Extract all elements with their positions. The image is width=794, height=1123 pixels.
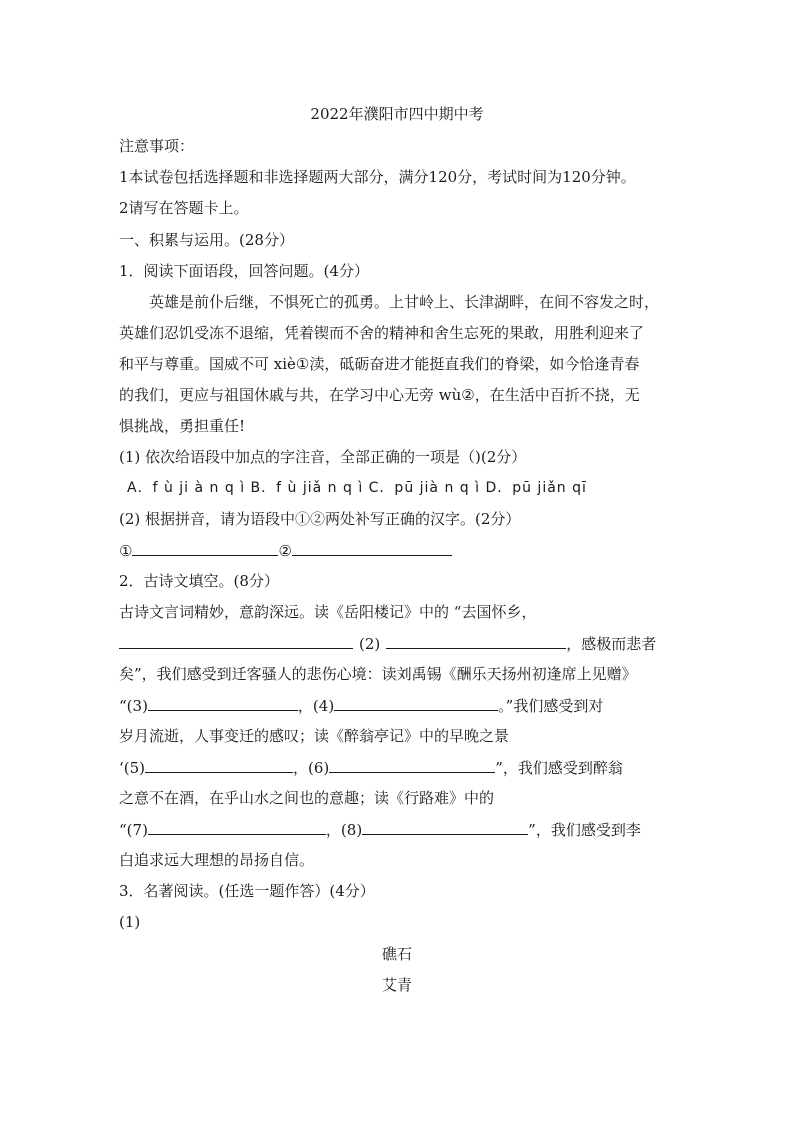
q2-line-1: 古诗文言词精妙，意韵深远。读《岳阳楼记》中的 “去国怀乡， bbox=[119, 603, 537, 621]
blank-number-4: ，(4) bbox=[297, 697, 335, 715]
question-1-sub-2: (2) 根据拼音，请为语段中①②两处补写正确的汉字。(2分） bbox=[119, 510, 521, 528]
passage-line-5: 惧挑战，勇担重任! bbox=[119, 417, 246, 435]
blank-number-8: ，(8) bbox=[325, 821, 363, 839]
passage-line-1: 英雄是前仆后继，不惧死亡的孤勇。上甘岭上、长津湖畔，在间不容发之时， bbox=[149, 293, 660, 311]
question-1-prompt: 1．阅读下面语段，回答问题。(4分） bbox=[119, 262, 369, 280]
q2-line-6-end: ”，我们感受到醉翁 bbox=[495, 759, 623, 777]
answer-blank-q2-4[interactable] bbox=[334, 695, 498, 711]
question-2-prompt: 2．古诗文填空。(8分） bbox=[119, 572, 279, 590]
q2-line-7: 之意不在酒，在乎山水之间也的意趣；读《行路难》中的 bbox=[119, 789, 495, 807]
answer-blank-q2-6[interactable] bbox=[329, 757, 495, 773]
question-3-prompt: 3．名著阅读。(任选一题作答）(4分） bbox=[119, 882, 375, 900]
answer-blank-1[interactable] bbox=[132, 540, 278, 556]
section-1-heading: 一、积累与运用。(28分） bbox=[119, 231, 294, 249]
question-1-sub-1: (1) 依次给语段中加点的字注音，全部正确的一项是（)(2分） bbox=[119, 448, 527, 466]
passage-line-4: 的我们，更应与祖国休戚与共，在学习中心无旁 wù②，在生活中百折不挠，无 bbox=[119, 386, 640, 404]
q2-line-2 bbox=[119, 633, 679, 654]
blank-number-7: “(7) bbox=[119, 821, 148, 839]
notice-line-2: 2请写在答题卡上。 bbox=[119, 199, 249, 217]
answer-blank-q2-7[interactable] bbox=[148, 819, 326, 835]
question-1-options: A．f ù ji à n q ì B．f ù jiǎ n q ì C．pū jià n q ì D．pū jiǎn qī bbox=[127, 480, 587, 496]
blank-number-6: ，(6) bbox=[293, 759, 330, 777]
passage-line-2: 英雄们忍饥受冻不退缩，凭着锲而不舍的精神和舍生忘死的果敢，用胜利迎来了 bbox=[119, 324, 645, 342]
q2-line-8 bbox=[119, 819, 679, 840]
q2-line-4-end: 。”我们感受到对 bbox=[498, 697, 604, 715]
q2-line-5: 岁月流逝，人事变迁的感叹；读《醉翁亭记》中的早晚之景 bbox=[119, 727, 510, 745]
q2-line-2-end: ，感极而悲者 bbox=[566, 635, 657, 653]
answer-blank-q2-3[interactable] bbox=[148, 695, 298, 711]
answer-blank-q2-5[interactable] bbox=[145, 757, 293, 773]
poem-author: 艾青 bbox=[381, 976, 412, 994]
q2-line-6 bbox=[119, 757, 679, 778]
q2-line-9: 白追求远大理想的昂扬自信。 bbox=[119, 851, 315, 869]
q2-line-4 bbox=[119, 695, 679, 716]
answer-line-q1 bbox=[119, 540, 679, 561]
answer-blank-2[interactable] bbox=[292, 540, 452, 556]
question-3-sub-1: (1) bbox=[119, 913, 141, 931]
passage-line-3: 和平与尊重。国威不可 xiè①渎，砥砺奋进才能挺直我们的脊梁，如今恰逢青春 bbox=[119, 355, 640, 373]
q2-line-8-end: ”，我们感受到李 bbox=[528, 821, 641, 839]
poem-title: 礁石 bbox=[381, 945, 412, 963]
blank-number-5: ‘(5) bbox=[119, 759, 146, 777]
answer-blank-q2-8[interactable] bbox=[362, 819, 528, 835]
blank-number-2: (2) bbox=[359, 635, 381, 653]
answer-blank-q2-1[interactable] bbox=[119, 633, 353, 649]
mark-1: ① bbox=[119, 542, 133, 560]
notice-line-1: 1本试卷包括选择题和非选择题两大部分，满分120分，考试时间为120分钟。 bbox=[119, 168, 636, 186]
answer-blank-q2-2[interactable] bbox=[386, 633, 566, 649]
notice-heading: 注意事项： bbox=[119, 137, 195, 155]
q2-line-3: 矣”，我们感受到迁客骚人的悲伤心境：读刘禹锡《酬乐天扬州初逢席上见赠》 bbox=[119, 665, 637, 683]
blank-number-3: “(3) bbox=[119, 697, 148, 715]
exam-title: 2022年濮阳市四中期中考 bbox=[310, 105, 484, 123]
mark-2: ② bbox=[278, 542, 292, 560]
